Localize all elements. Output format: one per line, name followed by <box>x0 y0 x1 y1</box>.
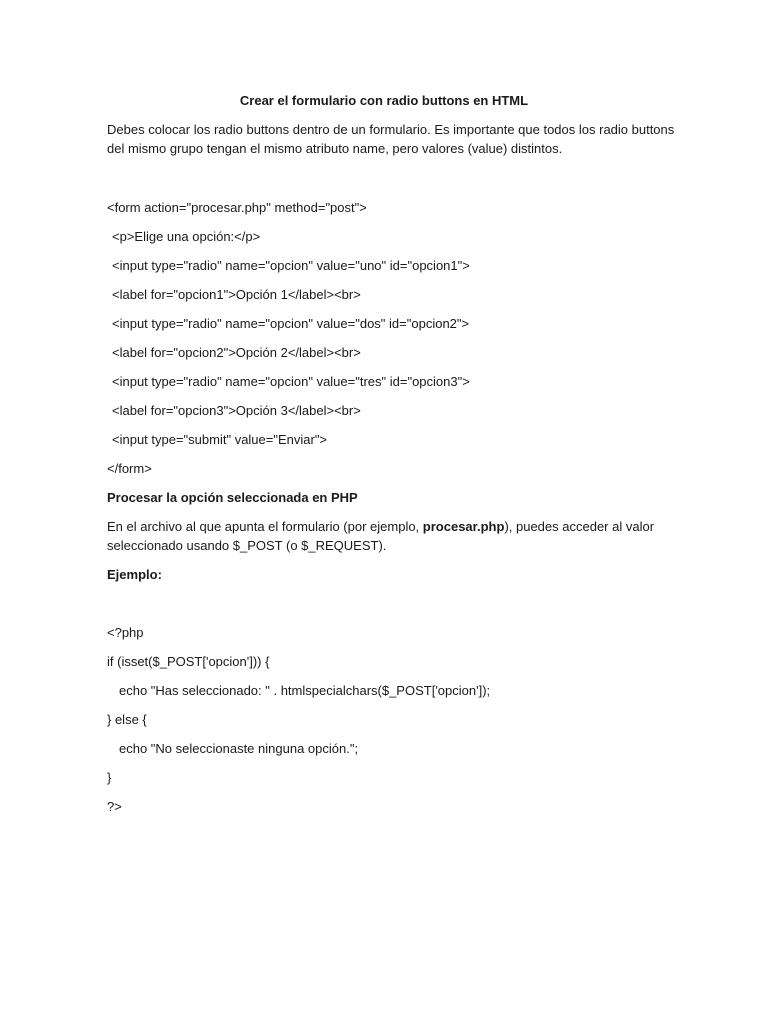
php-section-heading: Procesar la opción seleccionada en PHP <box>107 490 358 505</box>
intro-line-1: Debes colocar los radio buttons dentro de un formulario. Es importante que todos los radio buttons <box>107 122 675 137</box>
html-code-line-8: <label for="opcion3">Opción 3</label><br> <box>112 403 361 418</box>
html-code-line-5: <input type="radio" name="opcion" value="dos" id="opcion2"> <box>112 316 470 331</box>
html-code-line-1: <form action="procesar.php" method="post"> <box>107 200 367 215</box>
html-code-line-4: <label for="opcion1">Opción 1</label><br> <box>112 287 361 302</box>
php-code-line-2: if (isset($_POST['opcion'])) { <box>107 654 270 669</box>
html-code-line-6: <label for="opcion2">Opción 2</label><br> <box>112 345 361 360</box>
html-code-line-9: <input type="submit" value="Enviar"> <box>112 432 328 447</box>
intro-line-2: del mismo grupo tengan el mismo atributo name, pero valores (value) distintos. <box>107 141 563 156</box>
html-code-line-7: <input type="radio" name="opcion" value="tres" id="opcion3"> <box>112 374 470 389</box>
html-code-line-10: </form> <box>107 461 152 476</box>
php-code-line-5: echo "No seleccionaste ninguna opción."; <box>119 741 359 756</box>
php-code-line-4: } else { <box>107 712 147 727</box>
php-intro-line-2: seleccionado usando $_POST (o $_REQUEST). <box>107 538 387 553</box>
php-code-line-7: ?> <box>107 799 122 814</box>
html-code-line-3: <input type="radio" name="opcion" value="uno" id="opcion1"> <box>112 258 470 273</box>
php-code-line-3: echo "Has seleccionado: " . htmlspecialchars($_POST['opcion']); <box>119 683 491 698</box>
php-code-line-1: <?php <box>107 625 144 640</box>
php-intro-text-end: ), puedes acceder al valor <box>504 519 655 534</box>
php-intro-text-start: En el archivo al que apunta el formulario (por ejemplo, <box>107 519 423 534</box>
php-intro-line-1 <box>107 518 654 536</box>
document-title: Crear el formulario con radio buttons en HTML <box>239 93 529 108</box>
php-code-line-6: } <box>107 770 112 785</box>
html-code-line-2: <p>Elige una opción:</p> <box>112 229 261 244</box>
php-intro-filename: procesar.php <box>422 519 505 534</box>
example-label: Ejemplo: <box>107 567 162 582</box>
